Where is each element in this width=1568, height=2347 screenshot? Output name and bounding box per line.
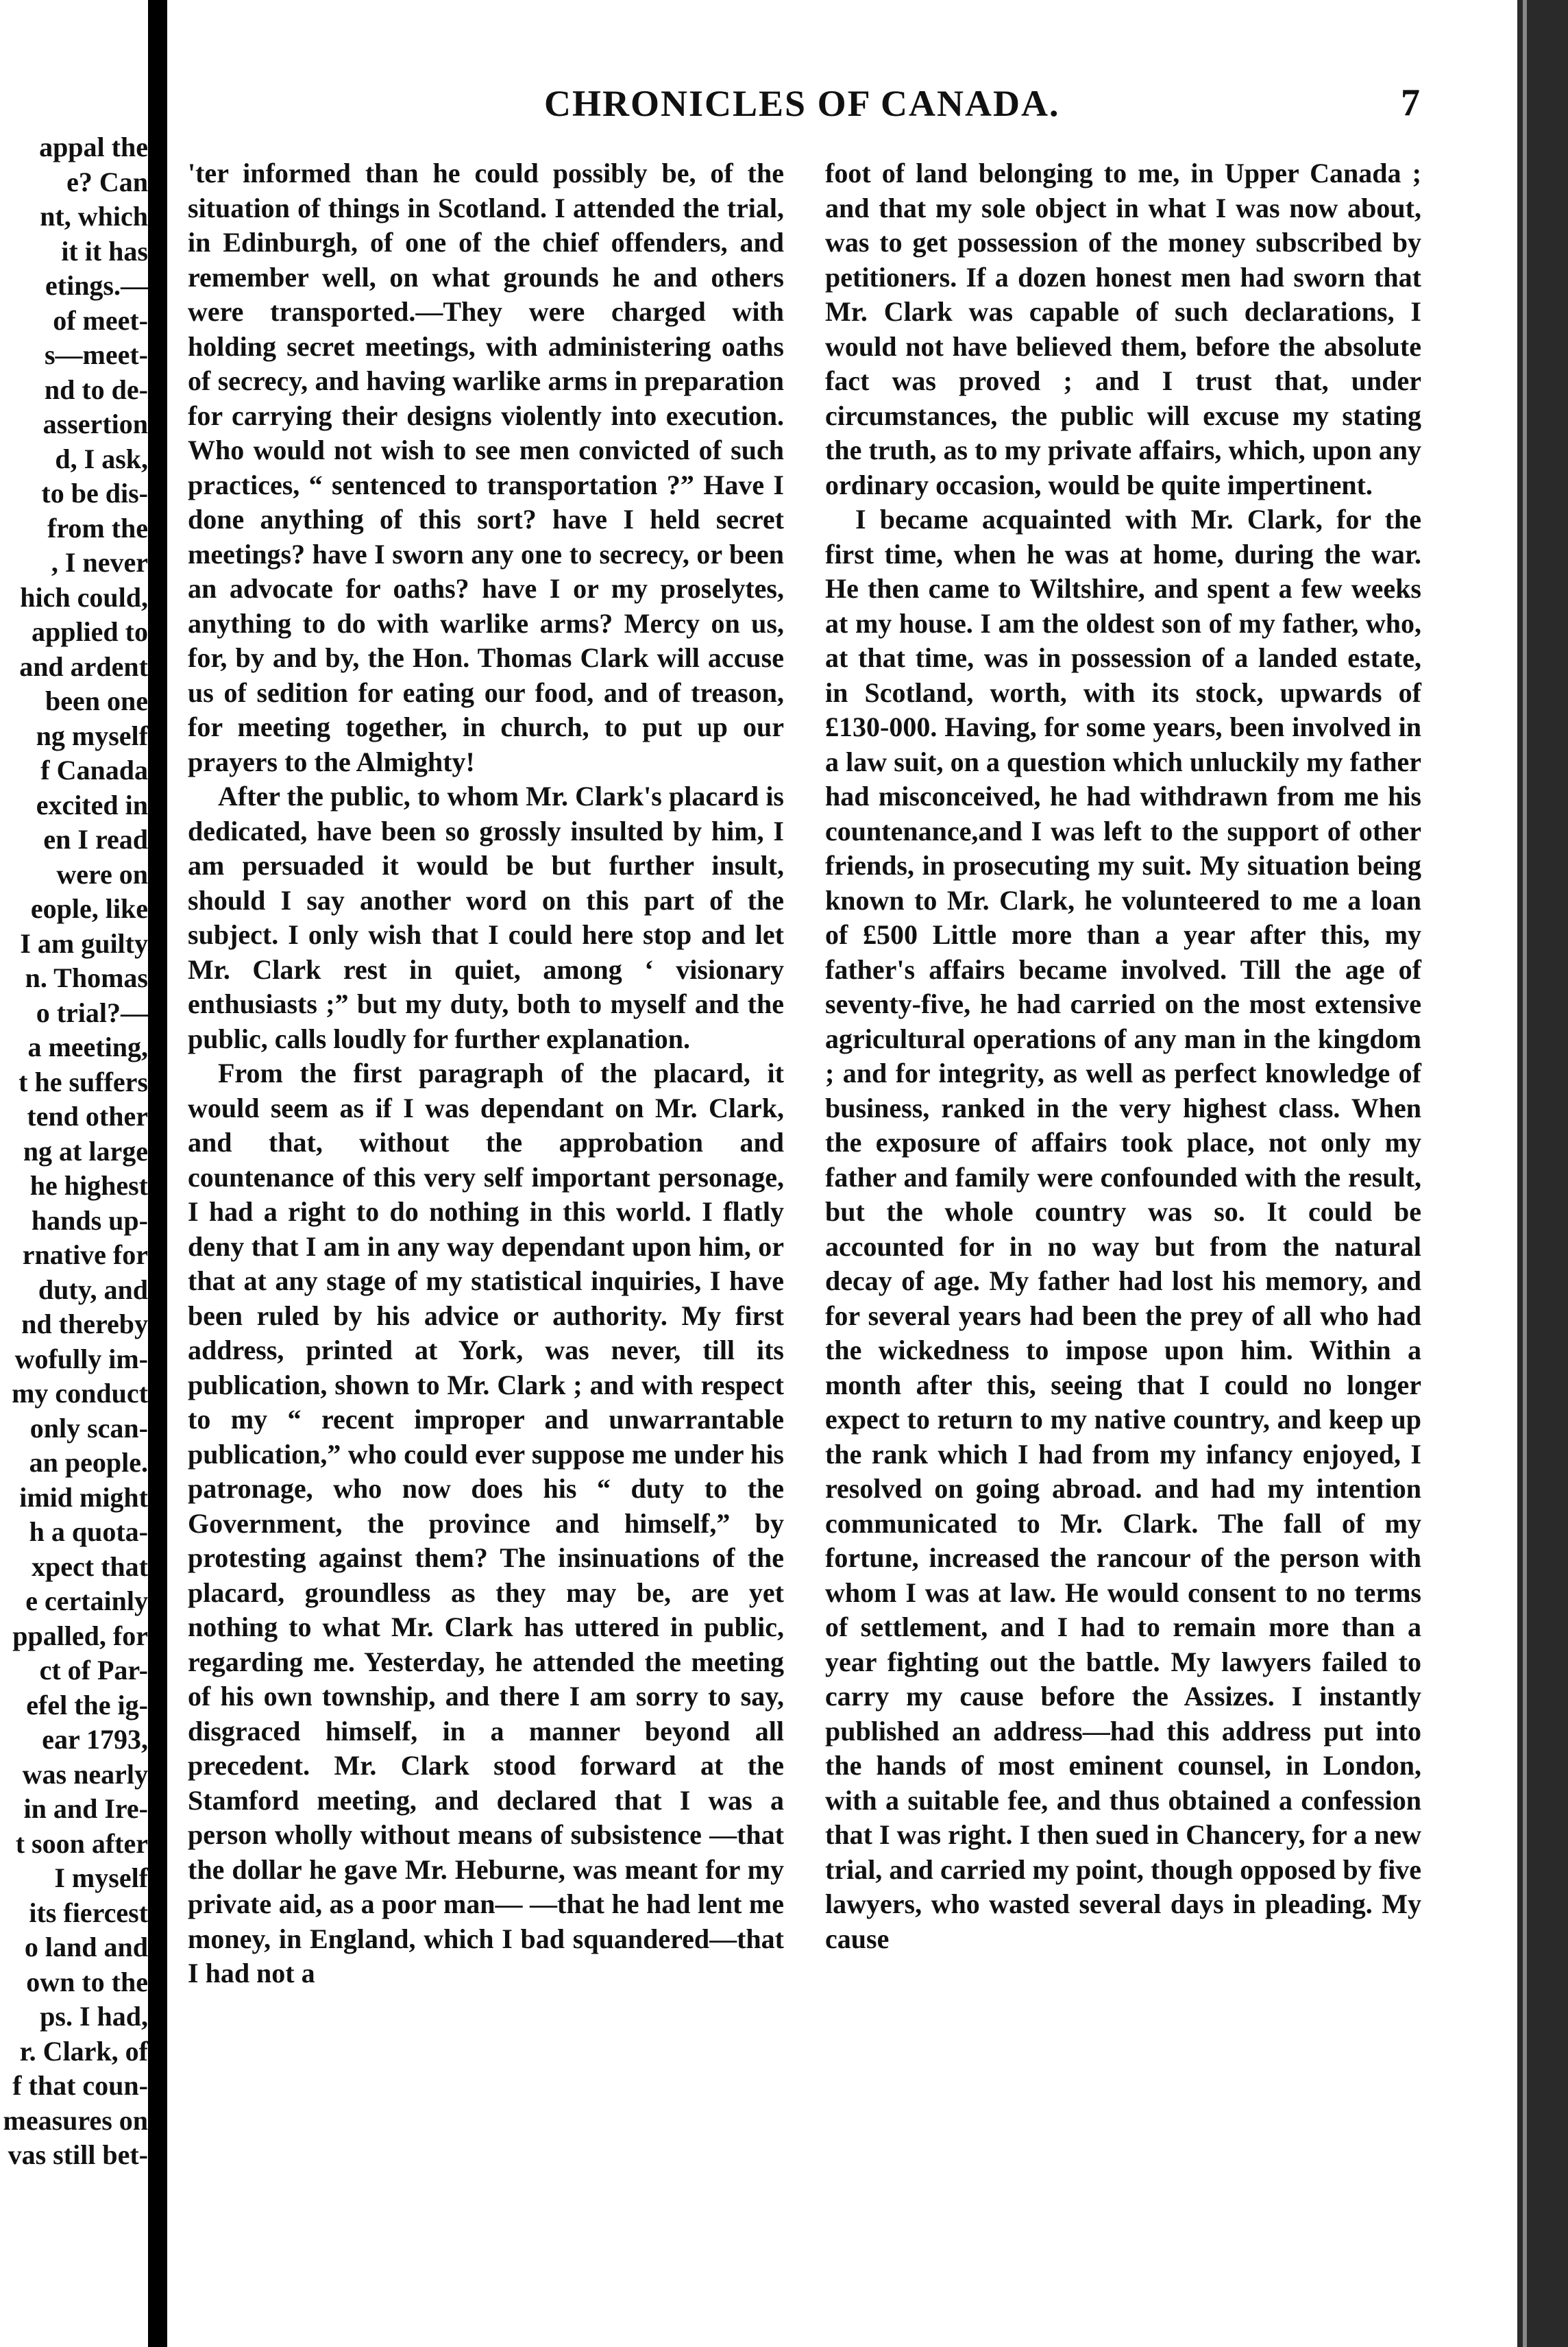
fragment-line: my conduct [12,1378,148,1409]
fragment-line: ps. I had, [40,2001,148,2032]
fragment-line: o trial?— [36,997,148,1028]
fragment-line: t he suffers [19,1066,148,1097]
book-page [167,0,1517,2347]
fragment-line: excited in [36,789,148,820]
fragment-line: r. Clark, of [19,2035,148,2067]
running-head: CHRONICLES OF CANADA. [544,83,1060,124]
fragment-line: f Canada [40,755,148,786]
fragment-line: its fiercest [29,1897,148,1928]
fragment-line: tend other [27,1101,148,1132]
fragment-line: ear 1793, [42,1724,148,1755]
fragment-line: eople, like [30,893,148,924]
fragment-line: a meeting, [27,1032,148,1062]
fragment-line: f that coun- [12,2070,148,2101]
fragment-line: s—meet- [44,339,148,370]
text-column-left [188,156,784,1991]
paragraph: After the public, to whom Mr. Clark's placard is dedicated, have been so grossly insulted by him, I am persuaded it would be but further insult, should I say another word on this part of the subject. I only wish that I could here stop and let Mr. Clark rest in quiet, among ‘ visionary enthusiasts ;” but my duty, both to myself and the public, calls loudly for further explanation. [188,781,784,1054]
fragment-line: assertion [42,409,148,439]
fragment-line: only scan- [29,1412,148,1444]
fragment-line: nd thereby [21,1309,148,1339]
fragment-line: h a quota- [29,1516,148,1547]
fragment-line: n. Thomas [25,962,148,993]
fragment-line: vas still bet- [8,2139,148,2170]
fragment-line: I myself [54,1862,148,1893]
paragraph: I became acquainted with Mr. Clark, for the first time, when he was at home, during the war. He then came to Wiltshire, and spent a few weeks at my house. I am the oldest son of my father, who, at that time, was in possession of a landed estate, in Scotland, worth, with its stock, upwards of £130-000. Having, for some years, been involved in a law suit, on a question which unluckily my father had misconceived, he had withdrawn from me his countenance,and I was left to the support of other friends, in prosecuting my suit. My situation being known to Mr. Clark, he volunteered to me a loan of £500 Little more than a year after this, my father's affairs became involved. Till the age of seventy-five, he had carried on the most extensive agricultural operations of any man in the kingdom ; and for integrity, as well as perfect knowledge of business, ranked in the very highest class. When the exposure of affairs took place, not only my father and family were confounded with the result, but the whole country was so. It could be accounted for in no way but from the natural decay of age. My father had lost his memory, and for several years had been the prey of all who had the wickedness to impose upon him. Within a month after this, seeing that I could no longer expect to return to my native country, and keep up the rank which I had from my infancy enjoyed, I resolved on going abroad. and had my intention communicated to Mr. Clark. The fall of my fortune, increased the rancour of the person with whom I was at law. He would consent to no terms of settlement, and I had to remain more than a year fighting out the battle. My lawyers failed to carry my cause before the Assizes. I instantly published an address—had this address put into the hands of most eminent counsel, in London, with a suitable fee, and thus obtained a confession that I was right. I then sued in Chancery, for a new trial, and carried my point, though opposed by five lawyers, who wasted several days in pleading. My cause [825,504,1421,1954]
fragment-line: hich could, [20,581,148,613]
fragment-line: own to the [26,1966,148,1997]
fragment-line: was nearly [22,1758,148,1790]
fragment-line: been one [45,685,148,716]
fragment-line: ng myself [36,720,148,751]
fragment-line: hands up- [31,1204,148,1236]
fragment-line: of meet- [53,304,148,336]
fragment-line: to be dis- [41,478,148,509]
fragment-line: xpect that [32,1551,148,1582]
fragment-line: t soon after [15,1827,148,1859]
paragraph: From the first paragraph of the placard, it would seem as if I was dependant on Mr. Clark, and that, without the approbation and countenance of this very self important personage, I had a right to do nothing in this world. I flatly deny that I am in any way dependant upon him, or that at any stage of my statistical inquiries, I have been ruled by his advice or authority. My first address, printed at York, was never, till its publication, shown to Mr. Clark ; and with respect to my “ recent improper and unwarrantable publication,” who could ever suppose me under his patronage, who now does his “ duty to the Government, the province and himself,” by protesting against them? The insinuations of the placard, groundless as they may be, are yet nothing to what Mr. Clark has uttered in public, regarding me. Yesterday, he attended the meeting of his own township, and there I am sorry to say, disgraced himself, in a manner beyond all precedent. Mr. Clark stood forward at the Stamford meeting, and declared that I was a person wholly without means of subsistence —that the dollar he gave Mr. Heburne, was meant for my private aid, as a poor man— —that he had lent me money, in England, which I bad squandered—that I had not a [188,1058,784,1989]
text-column-right [825,156,1421,1956]
fragment-line: ng at large [23,1135,148,1167]
fragment-line: from the [47,512,148,544]
fragment-line: etings.— [45,270,148,301]
fragment-line: he highest [29,1170,148,1201]
fragment-line: ct of Par- [39,1655,148,1686]
fragment-line: applied to [31,616,148,647]
fragment-line: and ardent [19,650,148,682]
fragment-line: imid might [19,1481,148,1513]
fragment-line: measures on [3,2104,148,2136]
fragment-line: it it has [61,235,148,267]
fragment-line: in and Ire- [23,1793,148,1824]
fragment-line: e certainly [25,1585,148,1616]
fragment-line: ppalled, for [12,1620,148,1651]
fragment-line: d, I ask, [55,443,148,474]
page-number: 7 [1401,82,1420,124]
fragment-line: wofully im- [14,1343,148,1374]
fragment-line: rnative for [22,1239,148,1270]
fragment-line: e? Can [66,166,148,197]
fragment-line: were on [56,858,148,890]
fragment-line: duty, and [38,1274,148,1305]
fragment-line: , I never [51,547,148,578]
paragraph: 'ter informed than he could possibly be, of the situation of things in Scotland. I attended the trial, in Edinburgh, of one of the chief offenders, and remember well, on what grounds he and others were transported.—They were charged with holding secret meetings, with administering oaths of secrecy, and having warlike arms in preparation for carrying their designs violently into execution. Who would not wish to see men convicted of such practices, “ sentenced to transportation ?” Have I done anything of this sort? have I held secret meetings? have I sworn any one to secrecy, or been an advocate for oaths? have I or my proselytes, anything to do with warlike arms? Mercy on us, for, by and by, the Hon. Thomas Clark will accuse us of sedition for eating our food, and of treason, for meeting together, in church, to put up our prayers to the Almighty! [188,158,784,777]
fragment-line: o land and [24,1932,148,1962]
gutter-shadow-left [148,0,167,2347]
paragraph: foot of land belonging to me, in Upper Canada ; and that my sole object in what I was now about, was to get possession of the money subscribed by petitioners. If a dozen honest men had sworn that Mr. Clark was capable of such declarations, I would not have believed them, before the absolute fact was proved ; and I trust that, under circumstances, the public will excuse my stating the truth, as to my private affairs, which, upon any ordinary occasion, would be quite impertinent. [825,158,1421,500]
fragment-line: an people. [29,1447,148,1478]
fragment-line: en I read [43,824,148,855]
page-edge-right [1517,0,1568,2347]
fragment-line: I am guilty [20,927,148,959]
fragment-line: efel the ig- [26,1689,148,1720]
previous-page-fragment [0,130,148,2310]
fragment-line: nd to de- [44,374,148,405]
fragment-line: appal the [39,132,148,162]
fragment-line: nt, which [40,201,148,232]
